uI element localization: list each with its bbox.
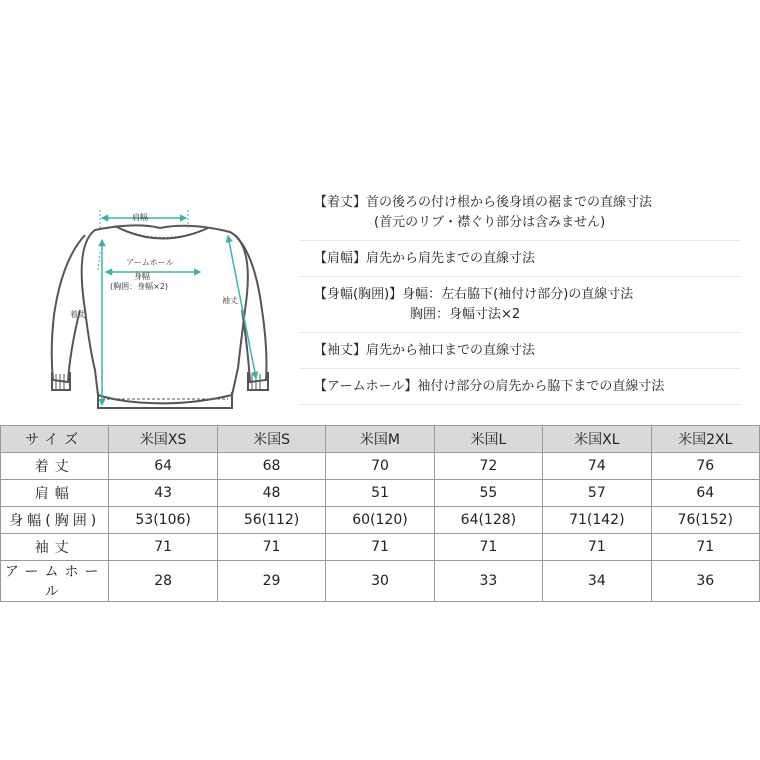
table-cell: 71 <box>217 534 325 561</box>
table-cell: 70 <box>326 453 434 480</box>
table-cell: 64 <box>109 453 217 480</box>
row-label: 着丈 <box>1 453 109 480</box>
row-label: 身幅(胸囲) <box>1 507 109 534</box>
table-row <box>1 480 760 507</box>
row-label: 肩幅 <box>1 480 109 507</box>
desc-armhole <box>300 369 740 405</box>
desc-body-width <box>300 277 740 333</box>
table-cell: 33 <box>434 561 542 602</box>
table-cell: 64(128) <box>434 507 542 534</box>
sleeve-label: 袖丈 <box>222 296 238 305</box>
row-label: 袖丈 <box>1 534 109 561</box>
header-col: 米国XS <box>109 426 217 453</box>
header-col: 米国2XL <box>651 426 759 453</box>
table-cell: 34 <box>543 561 651 602</box>
table-cell: 74 <box>543 453 651 480</box>
shoulder-label: 肩幅 <box>132 213 148 222</box>
table-cell: 43 <box>109 480 217 507</box>
size-table <box>0 425 760 602</box>
table-row <box>1 453 760 480</box>
table-cell: 71 <box>109 534 217 561</box>
table-cell: 71 <box>326 534 434 561</box>
table-header-row <box>1 426 760 453</box>
table-row <box>1 507 760 534</box>
row-label: アームホール <box>1 561 109 602</box>
body-width-label: 身幅 <box>134 272 150 281</box>
desc-sleeve <box>300 333 740 369</box>
table-cell: 51 <box>326 480 434 507</box>
desc-line: (首元のリブ・襟ぐり部分は含みません) <box>374 215 606 230</box>
header-col: 米国L <box>434 426 542 453</box>
header-col: 米国XL <box>543 426 651 453</box>
table-cell: 76 <box>651 453 759 480</box>
header-col: 米国S <box>217 426 325 453</box>
table-cell: 64 <box>651 480 759 507</box>
desc-line: 【アームホール】袖付け部分の肩先から脇下までの直線寸法 <box>314 379 665 394</box>
table-cell: 68 <box>217 453 325 480</box>
header-size: サイズ <box>1 426 109 453</box>
table-cell: 71 <box>434 534 542 561</box>
desc-shoulder <box>300 241 740 277</box>
table-cell: 28 <box>109 561 217 602</box>
desc-line: 【肩幅】肩先から肩先までの直線寸法 <box>314 251 536 266</box>
table-cell: 48 <box>217 480 325 507</box>
desc-line: 【着丈】首の後ろの付け根から後身頃の裾までの直線寸法 <box>314 195 653 210</box>
armhole-label: アームホール <box>126 258 174 267</box>
table-cell: 76(152) <box>651 507 759 534</box>
table-row <box>1 561 760 602</box>
table-cell: 56(112) <box>217 507 325 534</box>
sweatshirt-outline <box>40 200 285 415</box>
table-cell: 36 <box>651 561 759 602</box>
table-cell: 71 <box>543 534 651 561</box>
table-cell: 55 <box>434 480 542 507</box>
table-cell: 71 <box>651 534 759 561</box>
header-col: 米国M <box>326 426 434 453</box>
desc-line: 【袖丈】肩先から袖口までの直線寸法 <box>314 343 536 358</box>
table-cell: 71(142) <box>543 507 651 534</box>
desc-length <box>300 185 740 241</box>
length-label: 着丈 <box>70 310 86 319</box>
desc-line: 胸囲：身幅寸法×2 <box>410 307 521 322</box>
table-cell: 30 <box>326 561 434 602</box>
desc-line: 【身幅(胸囲)】身幅：左右脇下(袖付け部分)の直線寸法 <box>314 287 634 302</box>
chest-label: (胸囲：身幅×2) <box>110 282 169 291</box>
sweatshirt-diagram <box>40 200 285 415</box>
table-cell: 72 <box>434 453 542 480</box>
table-cell: 60(120) <box>326 507 434 534</box>
table-row <box>1 534 760 561</box>
measurement-descriptions <box>300 185 740 405</box>
table-cell: 53(106) <box>109 507 217 534</box>
table-cell: 29 <box>217 561 325 602</box>
table-cell: 57 <box>543 480 651 507</box>
